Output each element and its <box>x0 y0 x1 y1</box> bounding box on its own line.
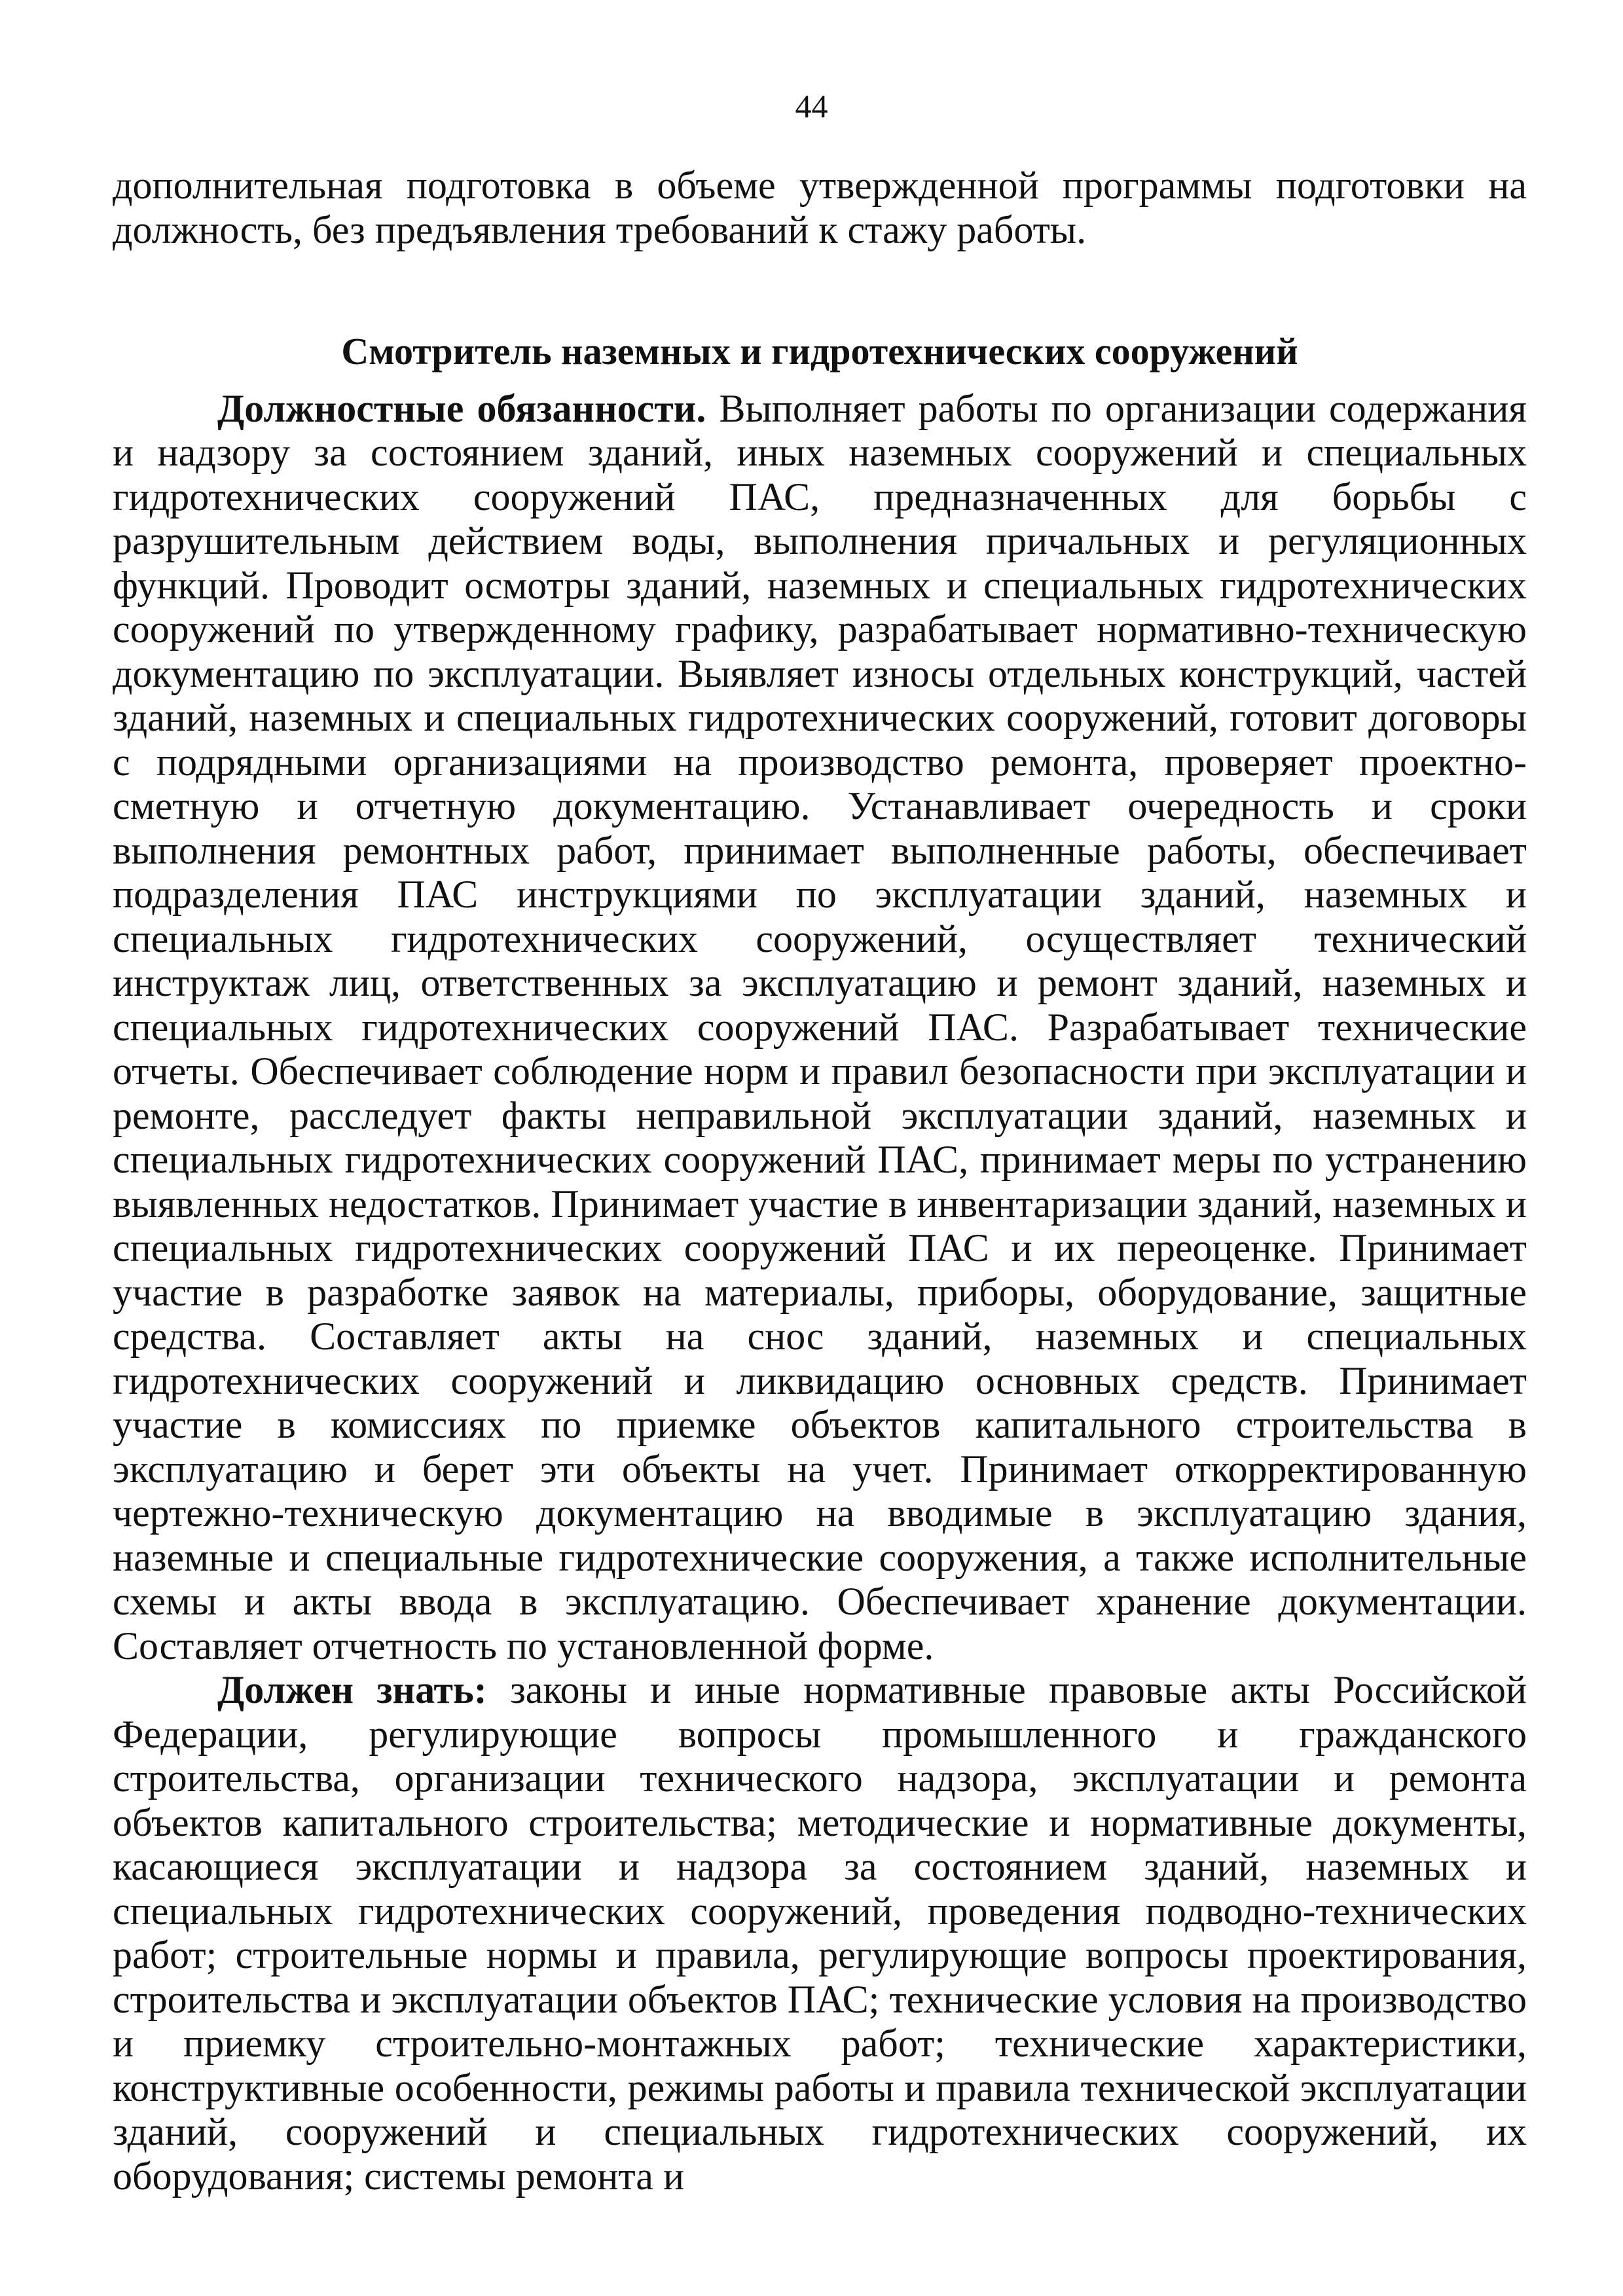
knowledge-paragraph <box>113 1668 1527 2198</box>
duties-label: Должностные обязанности. <box>217 386 706 430</box>
knowledge-text: законы и иные нормативные правовые акты Российской Федерации, регулирующие вопросы промышленного и гражданского строительства, организации технического надзора, эксплуатации и ремонта объектов капитального строительства; методические и нормативные документы, касающиеся эксплуатации и надзора за состоянием зданий, наземных и специальных гидротехнических сооружений, проведения подводно-технических работ; строительные нормы и правила, регулирующие вопросы проектирования, строительства и эксплуатации объектов ПАС; технические условия на производство и приемку строительно-монтажных работ; технические характеристики, конструктивные особенности, режимы работы и правила технической эксплуатации зданий, сооружений и специальных гидротехнических сооружений, их оборудования; системы ремонта и <box>113 1668 1527 2198</box>
page-number: 44 <box>795 88 828 124</box>
knowledge-label: Должен знать: <box>217 1668 487 1711</box>
duties-text: Выполняет работы по организации содержания и надзору за состоянием зданий, иных наземных сооружений и специальных гидротехнических сооружений ПАС, предназначенных для борьбы с разрушительным действием воды, выполнения причальных и регуляционных функций. Проводит осмотры зданий, наземных и специальных гидротехнических сооружений по утвержденному графику, разрабатывает нормативно-техническую документацию по эксплуатации. Выявляет износы отдельных конструкций, частей зданий, наземных и специальных гидротехнических сооружений, готовит договоры с подрядными организациями на производство ремонта, проверяет проектно-сметную и отчетную документацию. Устанавливает очередность и сроки выполнения ремонтных работ, принимает выполненные работы, обеспечивает подразделения ПАС инструкциями по эксплуатации зданий, наземных и специальных гидротехнических сооружений, осуществляет технический инструктаж лиц, ответственных за эксплуатацию и ремонт зданий, наземных и специальных гидротехнических сооружений ПАС. Разрабатывает технические отчеты. Обеспечивает соблюдение норм и правил безопасности при эксплуатации и ремонте, расследует факты неправильной эксплуатации зданий, наземных и специальных гидротехнических сооружений ПАС, принимает меры по устранению выявленных недостатков. Принимает участие в инвентаризации зданий, наземных и специальных гидротехнических сооружений ПАС и их переоценке. Принимает участие в разработке заявок на материалы, приборы, оборудование, защитные средства. Составляет акты на снос зданий, наземных и специальных гидротехнических сооружений и ликвидацию основных средств. Принимает участие в комиссиях по приемке объектов капитального строительства в эксплуатацию и берет эти объекты на учет. Принимает откорректированную чертежно-техническую документацию на вводимые в эксплуатацию здания, наземные и специальные гидротехнические сооружения, а также исполнительные схемы и акты ввода в эксплуатацию. Обеспечивает хранение документации. Составляет отчетность по установленной форме. <box>113 386 1527 1667</box>
page-body <box>113 164 1527 2198</box>
intro-paragraph: дополнительная подготовка в объеме утвержденной программы подготовки на должность, без предъявления требований к стажу работы. <box>113 164 1527 251</box>
section-title: Смотритель наземных и гидротехнических сооружений <box>341 330 1298 373</box>
duties-paragraph <box>113 387 1527 1669</box>
